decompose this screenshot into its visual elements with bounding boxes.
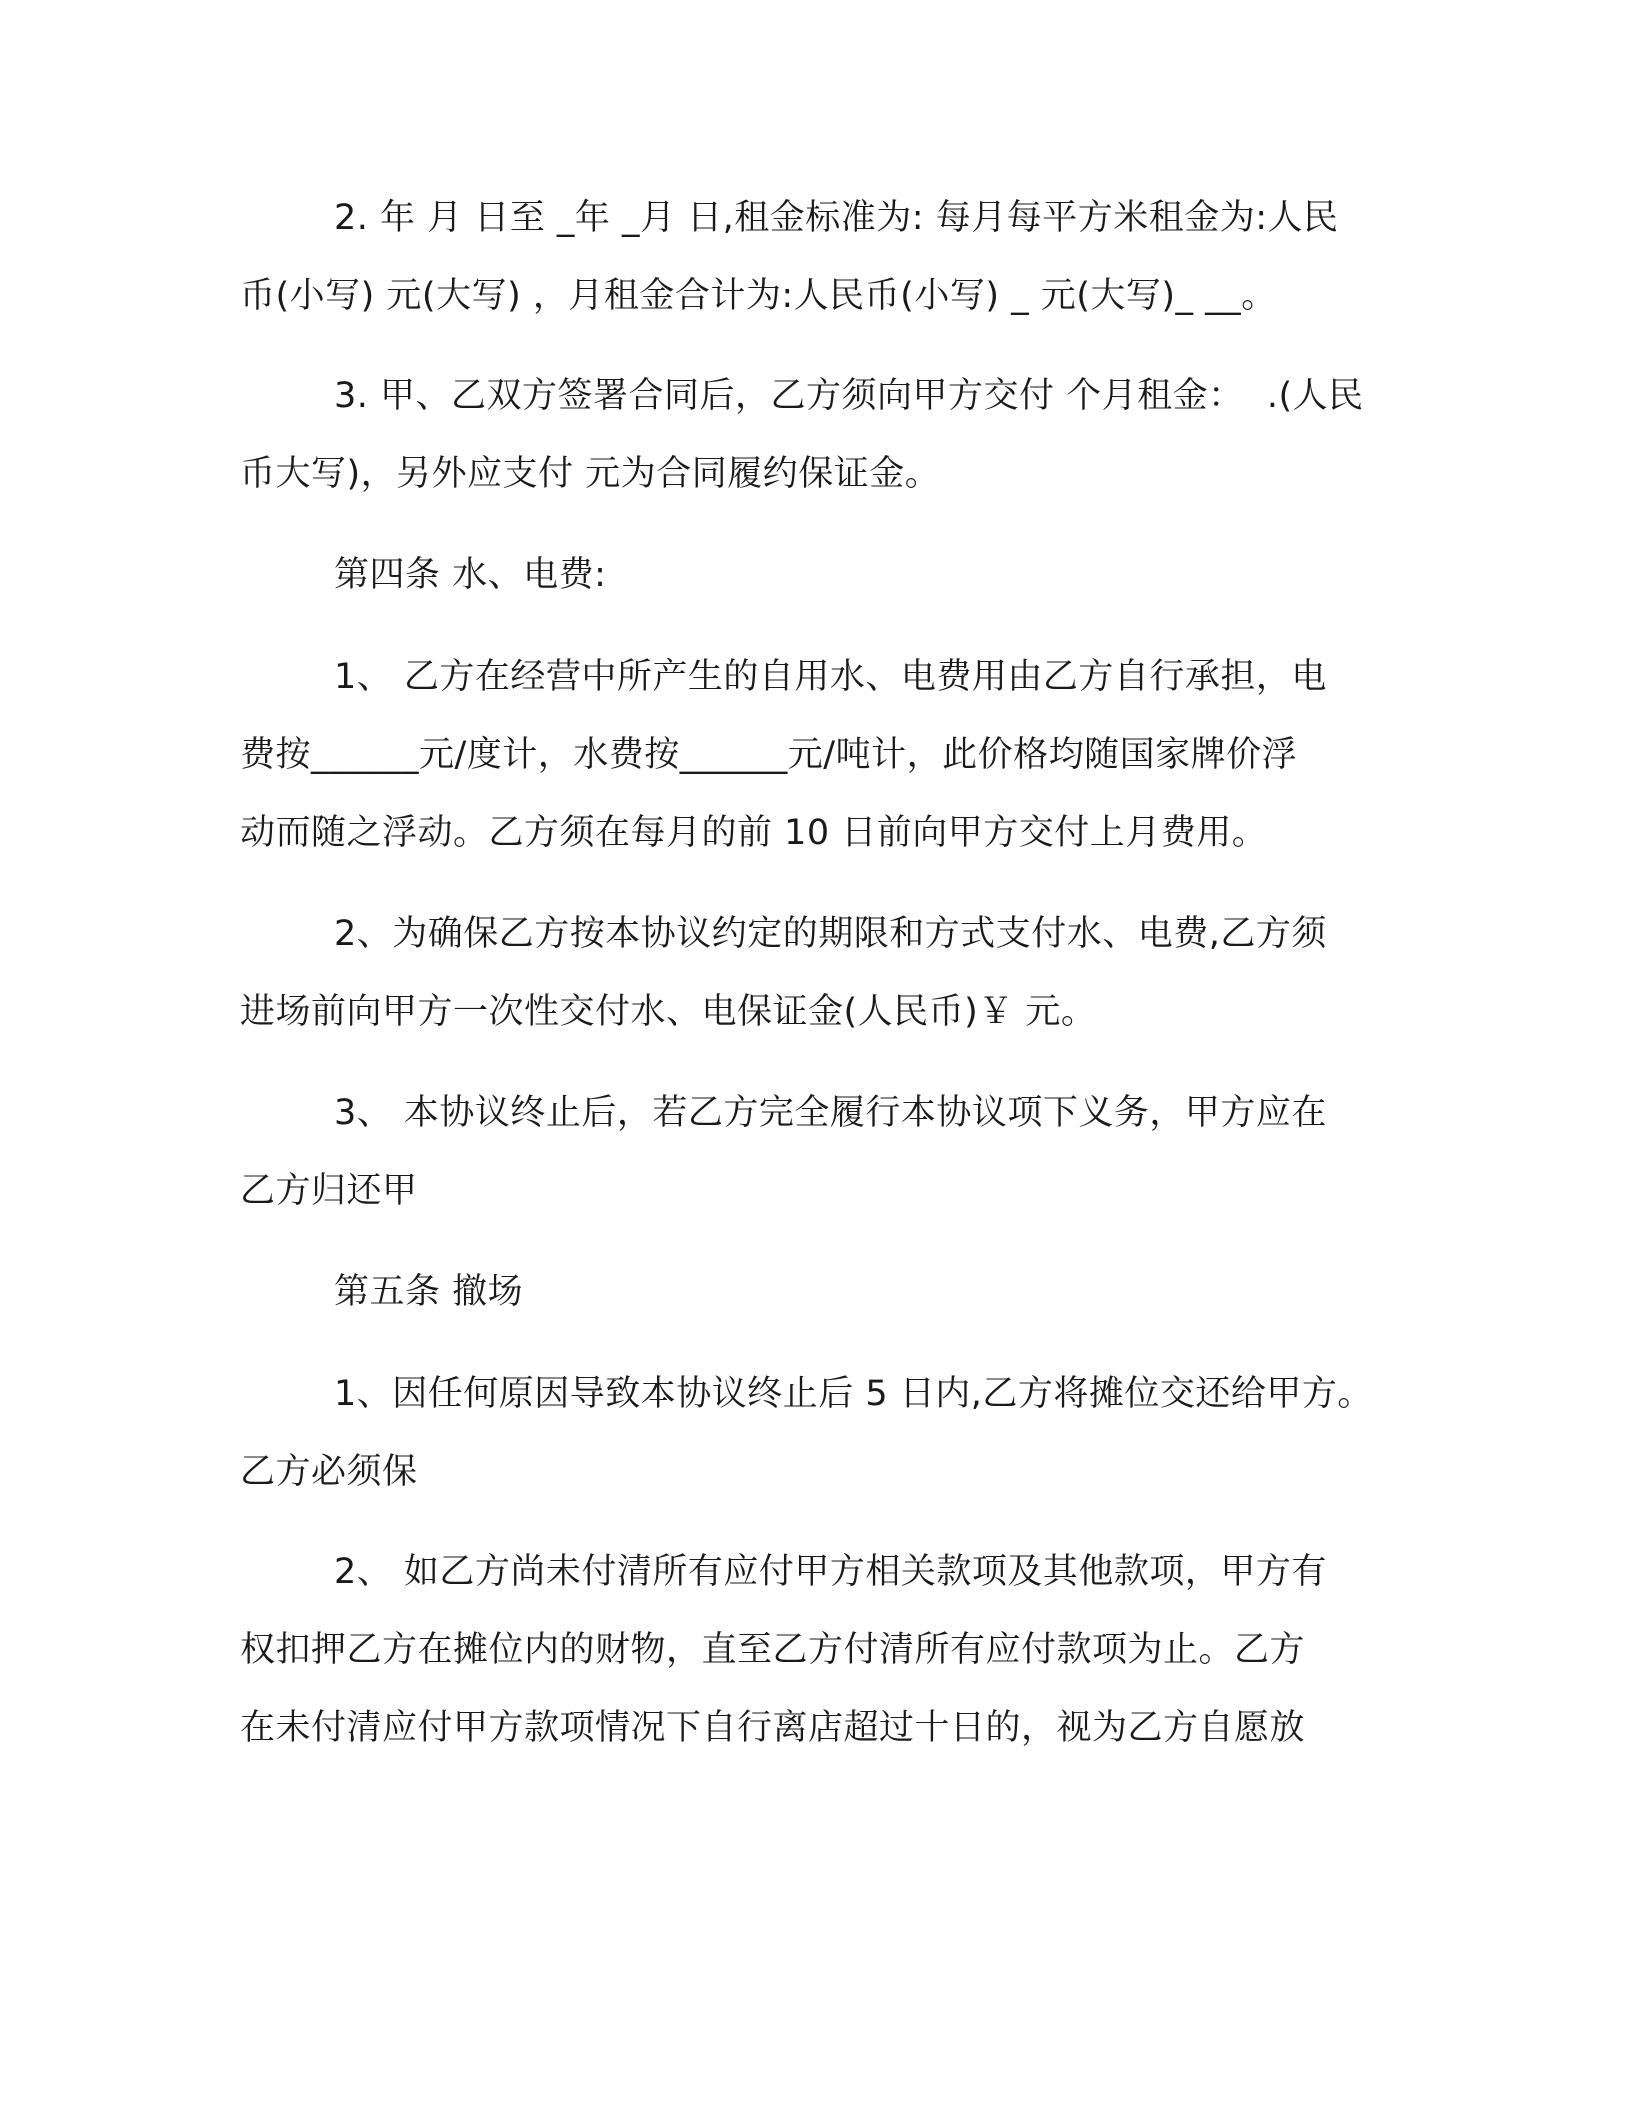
section-4-item-3-line-1: 3、 本协议终止后，若乙方完全履行本协议项下义务，甲方应在 (334, 1093, 1327, 1133)
section-5-item-1-line-1: 1、因任何原因导致本协议终止后 5 日内,乙方将摊位交还给甲方。 (334, 1374, 1373, 1414)
section-4-item-1-line-2: 费按______元/度计，水费按______元/吨计，此价格均随国家牌价浮 (240, 735, 1298, 775)
section-5-item-2-line-2: 权扣押乙方在摊位内的财物，直至乙方付清所有应付款项为止。乙方 (240, 1630, 1306, 1670)
para-3-line-2: 币大写)，另外应支付 元为合同履约保证金。 (240, 454, 941, 494)
para-3-line-1: 3. 甲、乙双方签署合同后，乙方须向甲方交付 个月租金： .(人民 (334, 376, 1364, 416)
section-5-heading: 第五条 撤场 (334, 1272, 524, 1312)
para-2-line-1: 2. 年 月 日至 _年 _月 日,租金标准为: 每月每平方米租金为:人民 (334, 198, 1339, 238)
section-5-item-2-line-1: 2、 如乙方尚未付清所有应付甲方相关款项及其他款项，甲方有 (334, 1552, 1327, 1592)
section-4-item-3-line-2: 乙方归还甲 (240, 1171, 418, 1211)
section-5-item-2-line-3: 在未付清应付甲方款项情况下自行离店超过十日的，视为乙方自愿放 (240, 1708, 1306, 1748)
section-4-heading: 第四条 水、电费: (334, 555, 607, 595)
section-4-item-1-line-1: 1、 乙方在经营中所产生的自用水、电费用由乙方自行承担，电 (334, 657, 1327, 697)
section-4-item-2-line-2: 进场前向甲方一次性交付水、电保证金(人民币)￥ 元。 (240, 992, 1097, 1032)
para-2-line-2: 币(小写) 元(大写) ，月租金合计为:人民币(小写) _ 元(大写)_ __。 (240, 276, 1277, 316)
section-5-item-1-line-2: 乙方必须保 (240, 1452, 418, 1492)
section-4-item-1-line-3: 动而随之浮动。乙方须在每月的前 10 日前向甲方交付上月费用。 (240, 813, 1268, 853)
section-4-item-2-line-1: 2、为确保乙方按本协议约定的期限和方式支付水、电费,乙方须 (334, 914, 1327, 954)
